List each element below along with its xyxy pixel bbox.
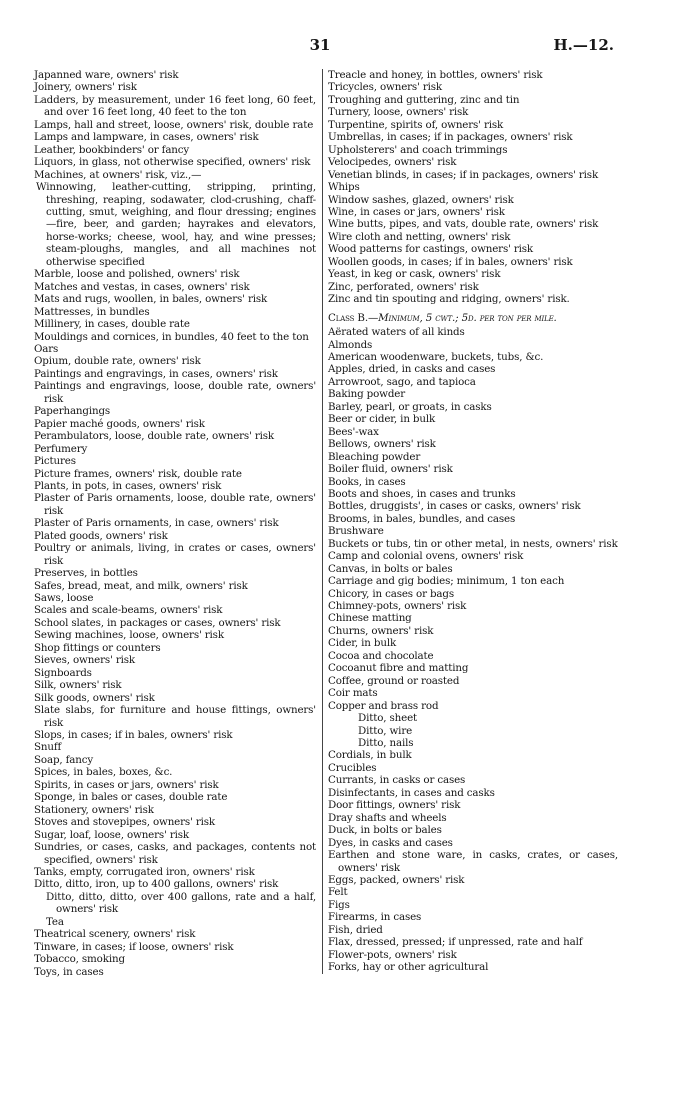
list-item: Liquors, in glass, not otherwise specified, owners' risk — [34, 156, 311, 169]
list-item: Soap, fancy — [34, 753, 94, 766]
class-b-rate: Minimum, 5 cwt.; 5d. per ton per mile. — [378, 311, 557, 324]
list-item: Tinware, in cases; if loose, owners' risk — [34, 940, 234, 953]
list-item: Poultry or animals, living, in crates or cases, owners' risk — [34, 542, 316, 567]
list-item: Dyes, in casks and cases — [328, 836, 453, 849]
list-item: Boiler fluid, owners' risk — [328, 463, 453, 476]
list-item: Buckets or tubs, tin or other metal, in nests, owners' risk — [328, 537, 618, 550]
list-item: Perambulators, loose, double rate, owners' risk — [34, 430, 274, 443]
list-item: Shop fittings or counters — [34, 641, 161, 654]
list-item: Plated goods, owners' risk — [34, 529, 168, 542]
list-item: Window sashes, glazed, owners' risk — [328, 193, 514, 206]
list-item: Wire cloth and netting, owners' risk — [328, 230, 511, 243]
list-item: Silk, owners' risk — [34, 679, 122, 692]
list-item: Turnery, loose, owners' risk — [328, 106, 469, 119]
list-item: Arrowroot, sago, and tapioca — [328, 375, 476, 388]
list-item: Brushware — [328, 525, 384, 538]
list-item: Silk goods, owners' risk — [34, 691, 155, 704]
list-item: Spirits, in cases or jars, owners' risk — [34, 778, 219, 791]
list-item: Plants, in pots, in cases, owners' risk — [34, 479, 222, 492]
list-item: Currants, in casks or cases — [328, 774, 466, 787]
list-item: Baking powder — [328, 388, 405, 401]
list-item: Figs — [328, 898, 350, 911]
list-item: Flax, dressed, pressed; if unpressed, rate and half — [328, 936, 583, 949]
list-item: Books, in cases — [328, 475, 406, 488]
list-item: Dray shafts and wheels — [328, 811, 447, 824]
list-item: Matches and vestas, in cases, owners' risk — [34, 280, 250, 293]
list-item: Slate slabs, for furniture and house fittings, owners' risk — [34, 704, 316, 729]
class-b-label: Class B.— — [328, 311, 379, 324]
list-item: Treacle and honey, in bottles, owners' risk — [328, 69, 543, 81]
list-item: Copper and brass rod — [328, 699, 439, 712]
list-item: Camp and colonial ovens, owners' risk — [328, 550, 524, 563]
list-item: Troughing and guttering, zinc and tin — [328, 93, 520, 106]
list-item: Toys, in cases — [34, 965, 104, 978]
list-item: Signboards — [34, 666, 92, 679]
list-item: Sundries, or cases, casks, and packages, contents not specified, owners' risk — [34, 841, 316, 866]
list-item: Ladders, by measurement, under 16 feet long, 60 feet, and over 16 feet long, 40 feet to the ton — [34, 93, 316, 119]
list-item: Safes, bread, meat, and milk, owners' risk — [34, 579, 248, 592]
list-item: Zinc and tin spouting and ridging, owners' risk. — [328, 293, 570, 306]
list-item: Earthen and stone ware, in casks, crates, or cases, owners' risk — [328, 849, 618, 874]
list-item: Chicory, in cases or bags — [328, 587, 454, 600]
left-column — [34, 69, 316, 978]
list-item: Duck, in bolts or bales — [328, 824, 442, 837]
list-item: Velocipedes, owners' risk — [328, 156, 457, 169]
list-item: Lamps, hall and street, loose, owners' risk, double rate — [34, 118, 314, 131]
list-item: Snuff — [34, 741, 62, 754]
list-item: Beer or cider, in bulk — [328, 413, 436, 426]
list-item: Bees'-wax — [328, 425, 379, 438]
list-item: Barley, pearl, or groats, in casks — [328, 400, 492, 413]
list-item: Japanned ware, owners' risk — [34, 69, 179, 81]
list-item: Wood patterns for castings, owners' risk — [328, 243, 534, 256]
list-item: Joinery, owners' risk — [34, 81, 137, 94]
list-item: Bleaching powder — [328, 450, 421, 463]
list-item: Felt — [328, 886, 348, 899]
list-item: Eggs, packed, owners' risk — [328, 874, 465, 886]
list-item: Cider, in bulk — [328, 637, 397, 650]
list-item: Canvas, in bolts or bales — [328, 562, 453, 575]
list-item-sub: Ditto, wire — [358, 724, 413, 737]
list-item: Zinc, perforated, owners' risk — [328, 280, 479, 293]
list-item: Machines, at owners' risk, viz.,— — [34, 168, 202, 181]
document-reference: H.—12. — [553, 36, 614, 54]
list-item: Stoves and stovepipes, owners' risk — [34, 816, 215, 829]
list-item: Fish, dried — [328, 923, 383, 936]
list-item: Ditto, ditto, iron, up to 400 gallons, owners' risk — [34, 878, 279, 891]
list-item: Coffee, ground or roasted — [328, 674, 460, 687]
list-item: Chinese matting — [328, 612, 412, 625]
list-item: Brooms, in bales, bundles, and cases — [328, 512, 516, 525]
list-item: Leather, bookbinders' or fancy — [34, 143, 190, 156]
list-item: Cocoa and chocolate — [328, 649, 434, 662]
list-item: Bellows, owners' risk — [328, 438, 436, 451]
list-item: Scales and scale-beams, owners' risk — [34, 604, 223, 617]
list-item: Plaster of Paris ornaments, loose, double rate, owners' risk — [34, 492, 316, 517]
list-item: Forks, hay or other agricultural — [328, 961, 489, 974]
list-item: Turpentine, spirits of, owners' risk — [328, 118, 504, 131]
page-number: 31 — [309, 36, 331, 54]
list-item: Wine, in cases or jars, owners' risk — [328, 205, 505, 218]
list-item: Disinfectants, in cases and casks — [328, 786, 495, 799]
list-item: Lamps and lampware, in cases, owners' risk — [34, 131, 259, 144]
list-item: Bottles, druggists', in cases or casks, owners' risk — [328, 500, 581, 513]
list-item-sub: Winnowing, leather-cutting, stripping, printing, threshing, reaping, sodawater, clod-crushing, chaff-cutting, smut, weighing, and flour dressing; engines—fire, beer, and garden; hayrakes and elevators, horse-works; cheese, wool, hay, and wine presses; steam-ploughs, mangles, and all machines not otherwise specified — [36, 181, 316, 268]
list-item-sub: Tea — [46, 915, 64, 928]
list-item: Saws, loose — [34, 592, 94, 605]
list-item: Carriage and gig bodies; minimum, 1 ton each — [328, 575, 565, 588]
list-item: American woodenware, buckets, tubs, &c. — [328, 350, 544, 363]
list-item: Plaster of Paris ornaments, in case, owners' risk — [34, 517, 279, 530]
list-item: Venetian blinds, in cases; if in packages, owners' risk — [328, 168, 599, 181]
list-item: Upholsterers' and coach trimmings — [328, 143, 508, 156]
list-item: Sponge, in bales or cases, double rate — [34, 791, 228, 804]
right-column — [322, 69, 618, 974]
list-item: Flower-pots, owners' risk — [328, 948, 457, 961]
list-item: Slops, in cases; if in bales, owners' risk — [34, 729, 233, 742]
list-item: Pictures — [34, 455, 76, 468]
list-item-sub: Ditto, ditto, ditto, over 400 gallons, rate and a half, owners' risk — [46, 890, 316, 916]
list-item: Wine butts, pipes, and vats, double rate, owners' risk — [328, 218, 599, 231]
list-item: Mouldings and cornices, in bundles, 40 feet to the ton — [34, 330, 309, 343]
list-item: Perfumery — [34, 442, 88, 455]
list-item: Sugar, loaf, loose, owners' risk — [34, 828, 189, 841]
list-item: Mattresses, in bundles — [34, 305, 150, 318]
list-item: Millinery, in cases, double rate — [34, 318, 190, 331]
list-item: Sewing machines, loose, owners' risk — [34, 629, 224, 642]
list-item: Cocoanut fibre and matting — [328, 662, 469, 675]
list-item: Marble, loose and polished, owners' risk — [34, 268, 240, 281]
list-item: Stationery, owners' risk — [34, 803, 154, 816]
list-item: School slates, in packages or cases, owners' risk — [34, 616, 281, 629]
list-item: Spices, in bales, boxes, &c. — [34, 766, 173, 779]
list-item: Sieves, owners' risk — [34, 654, 135, 667]
list-item: Paperhangings — [34, 405, 111, 418]
list-item: Yeast, in keg or cask, owners' risk — [328, 268, 501, 281]
list-item: Firearms, in cases — [328, 911, 422, 924]
list-item: Umbrellas, in cases; if in packages, owners' risk — [328, 131, 573, 144]
list-item: Mats and rugs, woollen, in bales, owners' risk — [34, 293, 268, 306]
list-item: Woollen goods, in cases; if in bales, owners' risk — [328, 255, 573, 268]
class-b-heading — [328, 312, 618, 324]
list-item: Almonds — [328, 338, 373, 351]
list-item: Churns, owners' risk — [328, 624, 434, 637]
list-item: Crucibles — [328, 761, 377, 774]
list-item-sub: Ditto, sheet — [358, 712, 418, 725]
list-item: Coir mats — [328, 687, 378, 700]
list-item: Aërated waters of all kinds — [328, 326, 465, 339]
list-item: Papier maché goods, owners' risk — [34, 417, 205, 430]
list-item: Preserves, in bottles — [34, 567, 138, 580]
list-item: Apples, dried, in casks and cases — [328, 363, 496, 376]
list-item: Cordials, in bulk — [328, 749, 412, 762]
list-item: Boots and shoes, in cases and trunks — [328, 487, 516, 500]
list-item: Door fittings, owners' risk — [328, 799, 461, 812]
list-item: Theatrical scenery, owners' risk — [34, 928, 196, 941]
list-item: Picture frames, owners' risk, double rate — [34, 467, 242, 480]
list-item: Whips — [328, 181, 360, 194]
list-item: Chimney-pots, owners' risk — [328, 600, 467, 613]
list-item: Paintings and engravings, loose, double rate, owners' risk — [34, 380, 316, 405]
list-item: Tricycles, owners' risk — [328, 81, 442, 94]
list-item: Tanks, empty, corrugated iron, owners' risk — [34, 866, 255, 878]
list-item: Oars — [34, 342, 59, 355]
list-item: Opium, double rate, owners' risk — [34, 355, 201, 368]
list-item: Tobacco, smoking — [34, 953, 125, 966]
list-item: Paintings and engravings, in cases, owners' risk — [34, 367, 278, 380]
list-item-sub: Ditto, nails — [358, 737, 414, 750]
